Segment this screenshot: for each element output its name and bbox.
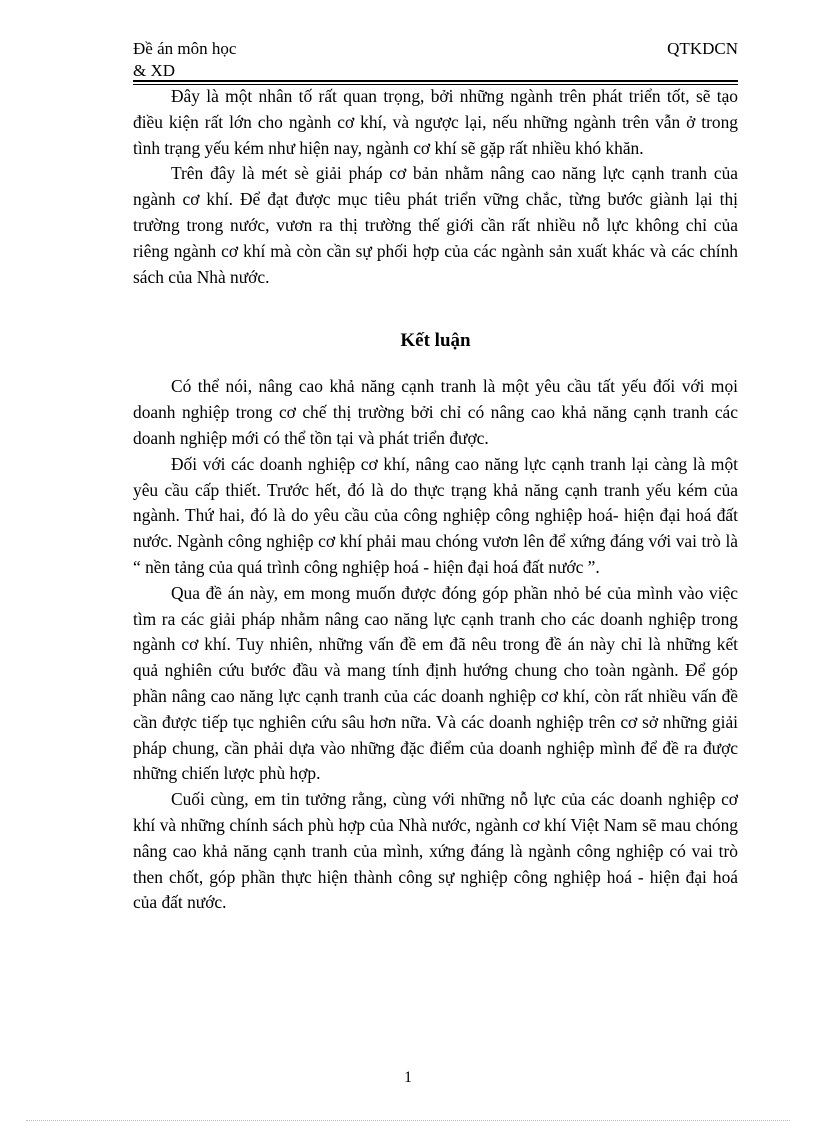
paragraph-conclusion-2: Đối với các doanh nghiệp cơ khí, nâng cao năng lực cạnh tranh lại càng là một yêu cầu cấp thiết. Trước hết, đó là do thực trạng khả năng cạnh tranh yếu kém của ngành. Thứ hai, đó là do yêu cầu của công nghiệp công nghiệp hoá- hiện đại hoá đất nước. Ngành công nghiệp cơ khí phải mau chóng vươn lên để xứng đáng với vai trò là “ nền tảng của quá trình công nghiệp hoá - hiện đại hoá đất nước ”. (133, 453, 738, 577)
paragraph-conclusion-3: Qua đề án này, em mong muốn được đóng góp phần nhỏ bé của mình vào việc tìm ra các giải pháp nhằm nâng cao năng lực cạnh tranh cho các doanh nghiệp trong ngành cơ khí. Tuy nhiên, những vấn đề em đã nêu trong đề án này chỉ là những kết quả nghiên cứu bước đầu và mang tính định hướng chung cho toàn ngành. Để góp phần nâng cao năng lực cạnh tranh của các doanh nghiệp cơ khí, còn rất nhiều vấn đề cần được tiếp tục nghiên cứu sâu hơn nữa. Và các doanh nghiệp trên cơ sở những giải pháp chung, cần phải dựa vào những đặc điểm của doanh nghiệp mình để đề ra được những chiến lược phù hợp. (133, 582, 738, 784)
page-bottom-border (26, 1120, 790, 1121)
header-rule-thick (133, 80, 738, 82)
header-course-title: Đề án môn học & XD (133, 39, 237, 80)
page-header (133, 38, 738, 82)
paragraph-conclusion-1: Có thể nói, nâng cao khả năng cạnh tranh là một yêu cầu tất yếu đối với mọi doanh nghiệp trong cơ chế thị trường bởi chỉ có nâng cao khả năng cạnh tranh các doanh nghiệp mới có thể tồn tại và phát triển được. (133, 376, 738, 448)
paragraph-solutions-summary: Trên đây là mét sè giải pháp cơ bản nhằm nâng cao năng lực cạnh tranh của ngành cơ khí. Để đạt được mục tiêu phát triển vững chắc, từng bước giành lại thị trường trong nước, vươn ra thị trường thế giới cần rất nhiều nỗ lực không chỉ của riêng ngành cơ khí mà còn cần sự phối hợp của các ngành sản xuất khác và các chính sách của Nhà nước. (133, 163, 738, 287)
conclusion-heading: Kết luận (400, 330, 471, 352)
paragraph-factor-importance: Đây là một nhân tố rất quan trọng, bởi những ngành trên phát triển tốt, sẽ tạo điều kiện rất lớn cho ngành cơ khí, và ngược lại, nếu những ngành trên vẫn ở trong tình trạng yếu kém như hiện nay, ngành cơ khí sẽ gặp rất nhiều khó khăn. (133, 86, 738, 158)
header-program-code: QTKDCN (667, 39, 738, 58)
document-body (133, 84, 738, 916)
page-number: 1 (404, 1069, 412, 1086)
paragraph-conclusion-4: Cuối cùng, em tin tưởng rằng, cùng với những nỗ lực của các doanh nghiệp cơ khí và những chính sách phù hợp của Nhà nước, ngành cơ khí Việt Nam sẽ mau chóng nâng cao khả năng cạnh tranh của mình, xứng đáng là ngành công nghiệp có vai trò then chốt, góp phần thực hiện thành công sự nghiệp công nghiệp hoá - hiện đại hoá của đất nước. (133, 789, 738, 913)
